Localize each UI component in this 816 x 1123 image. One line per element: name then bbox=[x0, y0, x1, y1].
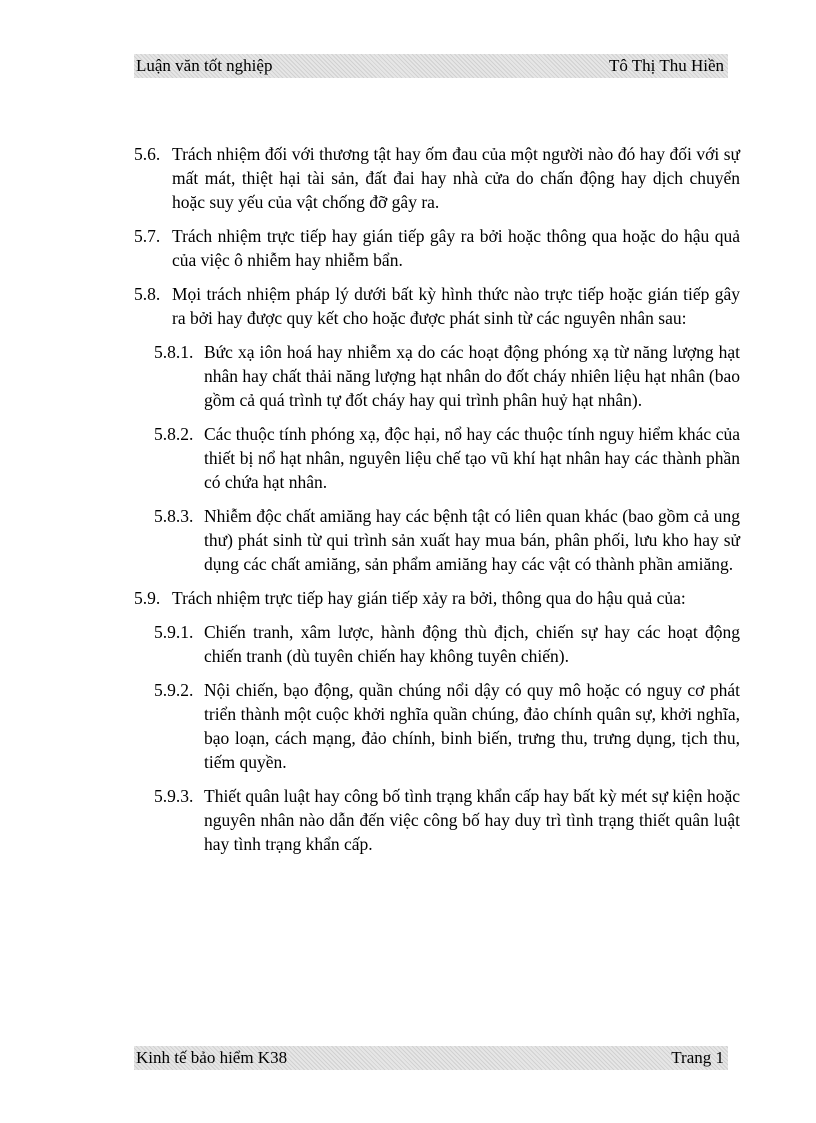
clause-number: 5.9. bbox=[134, 588, 161, 608]
subclause-number: 5.8.2. bbox=[154, 424, 194, 444]
clause-text: Trách nhiệm trực tiếp hay gián tiếp gây ra bởi hoặc thông qua hoặc do hậu quả của việc ô nhiễm hay nhiễm bẩn. bbox=[172, 226, 740, 270]
page-footer bbox=[134, 1046, 728, 1070]
header-author-name: Tô Thị Thu Hiền bbox=[608, 56, 724, 75]
page-header bbox=[134, 54, 728, 78]
subclause-text: Chiến tranh, xâm lược, hành động thù địch, chiến sự hay các hoạt động chiến tranh (dù tuyên chiến hay không tuyên chiến). bbox=[204, 622, 740, 666]
subclause-number: 5.8.1. bbox=[154, 342, 194, 362]
subclause-number: 5.9.2. bbox=[154, 680, 194, 700]
clause-5-9-3 bbox=[154, 784, 740, 856]
clause-5-8-3 bbox=[154, 504, 740, 576]
subclause-text: Các thuộc tính phóng xạ, độc hại, nổ hay các thuộc tính nguy hiểm khác của thiết bị nổ hạt nhân, nguyên liệu chế tạo vũ khí hạt nhân hay các thành phần có chứa hạt nhân. bbox=[204, 424, 740, 492]
subclause-text: Bức xạ iôn hoá hay nhiễm xạ do các hoạt động phóng xạ từ năng lượng hạt nhân hay chất thải năng lượng hạt nhân do đốt cháy nhiên liệu hạt nhân (bao gồm cả quá trình tự đốt cháy hay qui trình phân huỷ hạt nhân). bbox=[204, 342, 740, 410]
clause-text: Mọi trách nhiệm pháp lý dưới bất kỳ hình thức nào trực tiếp hoặc gián tiếp gây ra bởi hay được quy kết cho hoặc được phát sinh từ các nguyên nhân sau: bbox=[172, 284, 740, 328]
subclause-text: Thiết quân luật hay công bố tình trạng khẩn cấp hay bất kỳ mét sự kiện hoặc nguyên nhân nào dẫn đến việc công bố hay duy trì tình trạng thiết quân luật hay tình trạng khẩn cấp. bbox=[204, 786, 740, 854]
subclause-text: Nội chiến, bạo động, quần chúng nổi dậy có quy mô hoặc có nguy cơ phát triển thành một cuộc khởi nghĩa quần chúng, đảo chính quân sự, khởi nghĩa, bạo loạn, cách mạng, đảo chính, binh biến, trưng thu, trưng dụng, tịch thu, tiếm quyền. bbox=[204, 680, 740, 772]
clause-5-9-1 bbox=[154, 620, 740, 668]
document-body bbox=[134, 142, 740, 866]
clause-text: Trách nhiệm đối với thương tật hay ốm đau của một người nào đó hay đối với sự mất mát, thiệt hại tài sản, đất đai hay nhà cửa do chấn động hay dịch chuyển hoặc suy yếu của vật chống đỡ gây ra. bbox=[172, 144, 740, 212]
subclause-number: 5.9.3. bbox=[154, 786, 194, 806]
clause-5-9-2 bbox=[154, 678, 740, 774]
clause-number: 5.7. bbox=[134, 226, 161, 246]
clause-5-9 bbox=[134, 586, 740, 610]
clause-number: 5.6. bbox=[134, 144, 161, 164]
clause-5-8 bbox=[134, 282, 740, 330]
clause-5-6 bbox=[134, 142, 740, 214]
clause-5-8-2 bbox=[154, 422, 740, 494]
subclause-number: 5.8.3. bbox=[154, 506, 194, 526]
subclause-number: 5.9.1. bbox=[154, 622, 194, 642]
clause-5-8-1 bbox=[154, 340, 740, 412]
clause-text: Trách nhiệm trực tiếp hay gián tiếp xảy ra bởi, thông qua do hậu quả của: bbox=[172, 588, 686, 608]
subclause-text: Nhiễm độc chất amiăng hay các bệnh tật có liên quan khác (bao gồm cả ung thư) phát sinh từ qui trình sản xuất hay mua bán, phân phối, lưu kho hay sử dụng các chất amiăng, sản phẩm amiăng hay các vật có thành phần amiăng. bbox=[204, 506, 740, 574]
footer-page-number: Trang 1 bbox=[671, 1048, 724, 1067]
footer-course-name: Kinh tế bảo hiểm K38 bbox=[136, 1048, 288, 1067]
clause-5-7 bbox=[134, 224, 740, 272]
clause-number: 5.8. bbox=[134, 284, 161, 304]
header-document-type: Luận văn tốt nghiệp bbox=[136, 56, 273, 75]
